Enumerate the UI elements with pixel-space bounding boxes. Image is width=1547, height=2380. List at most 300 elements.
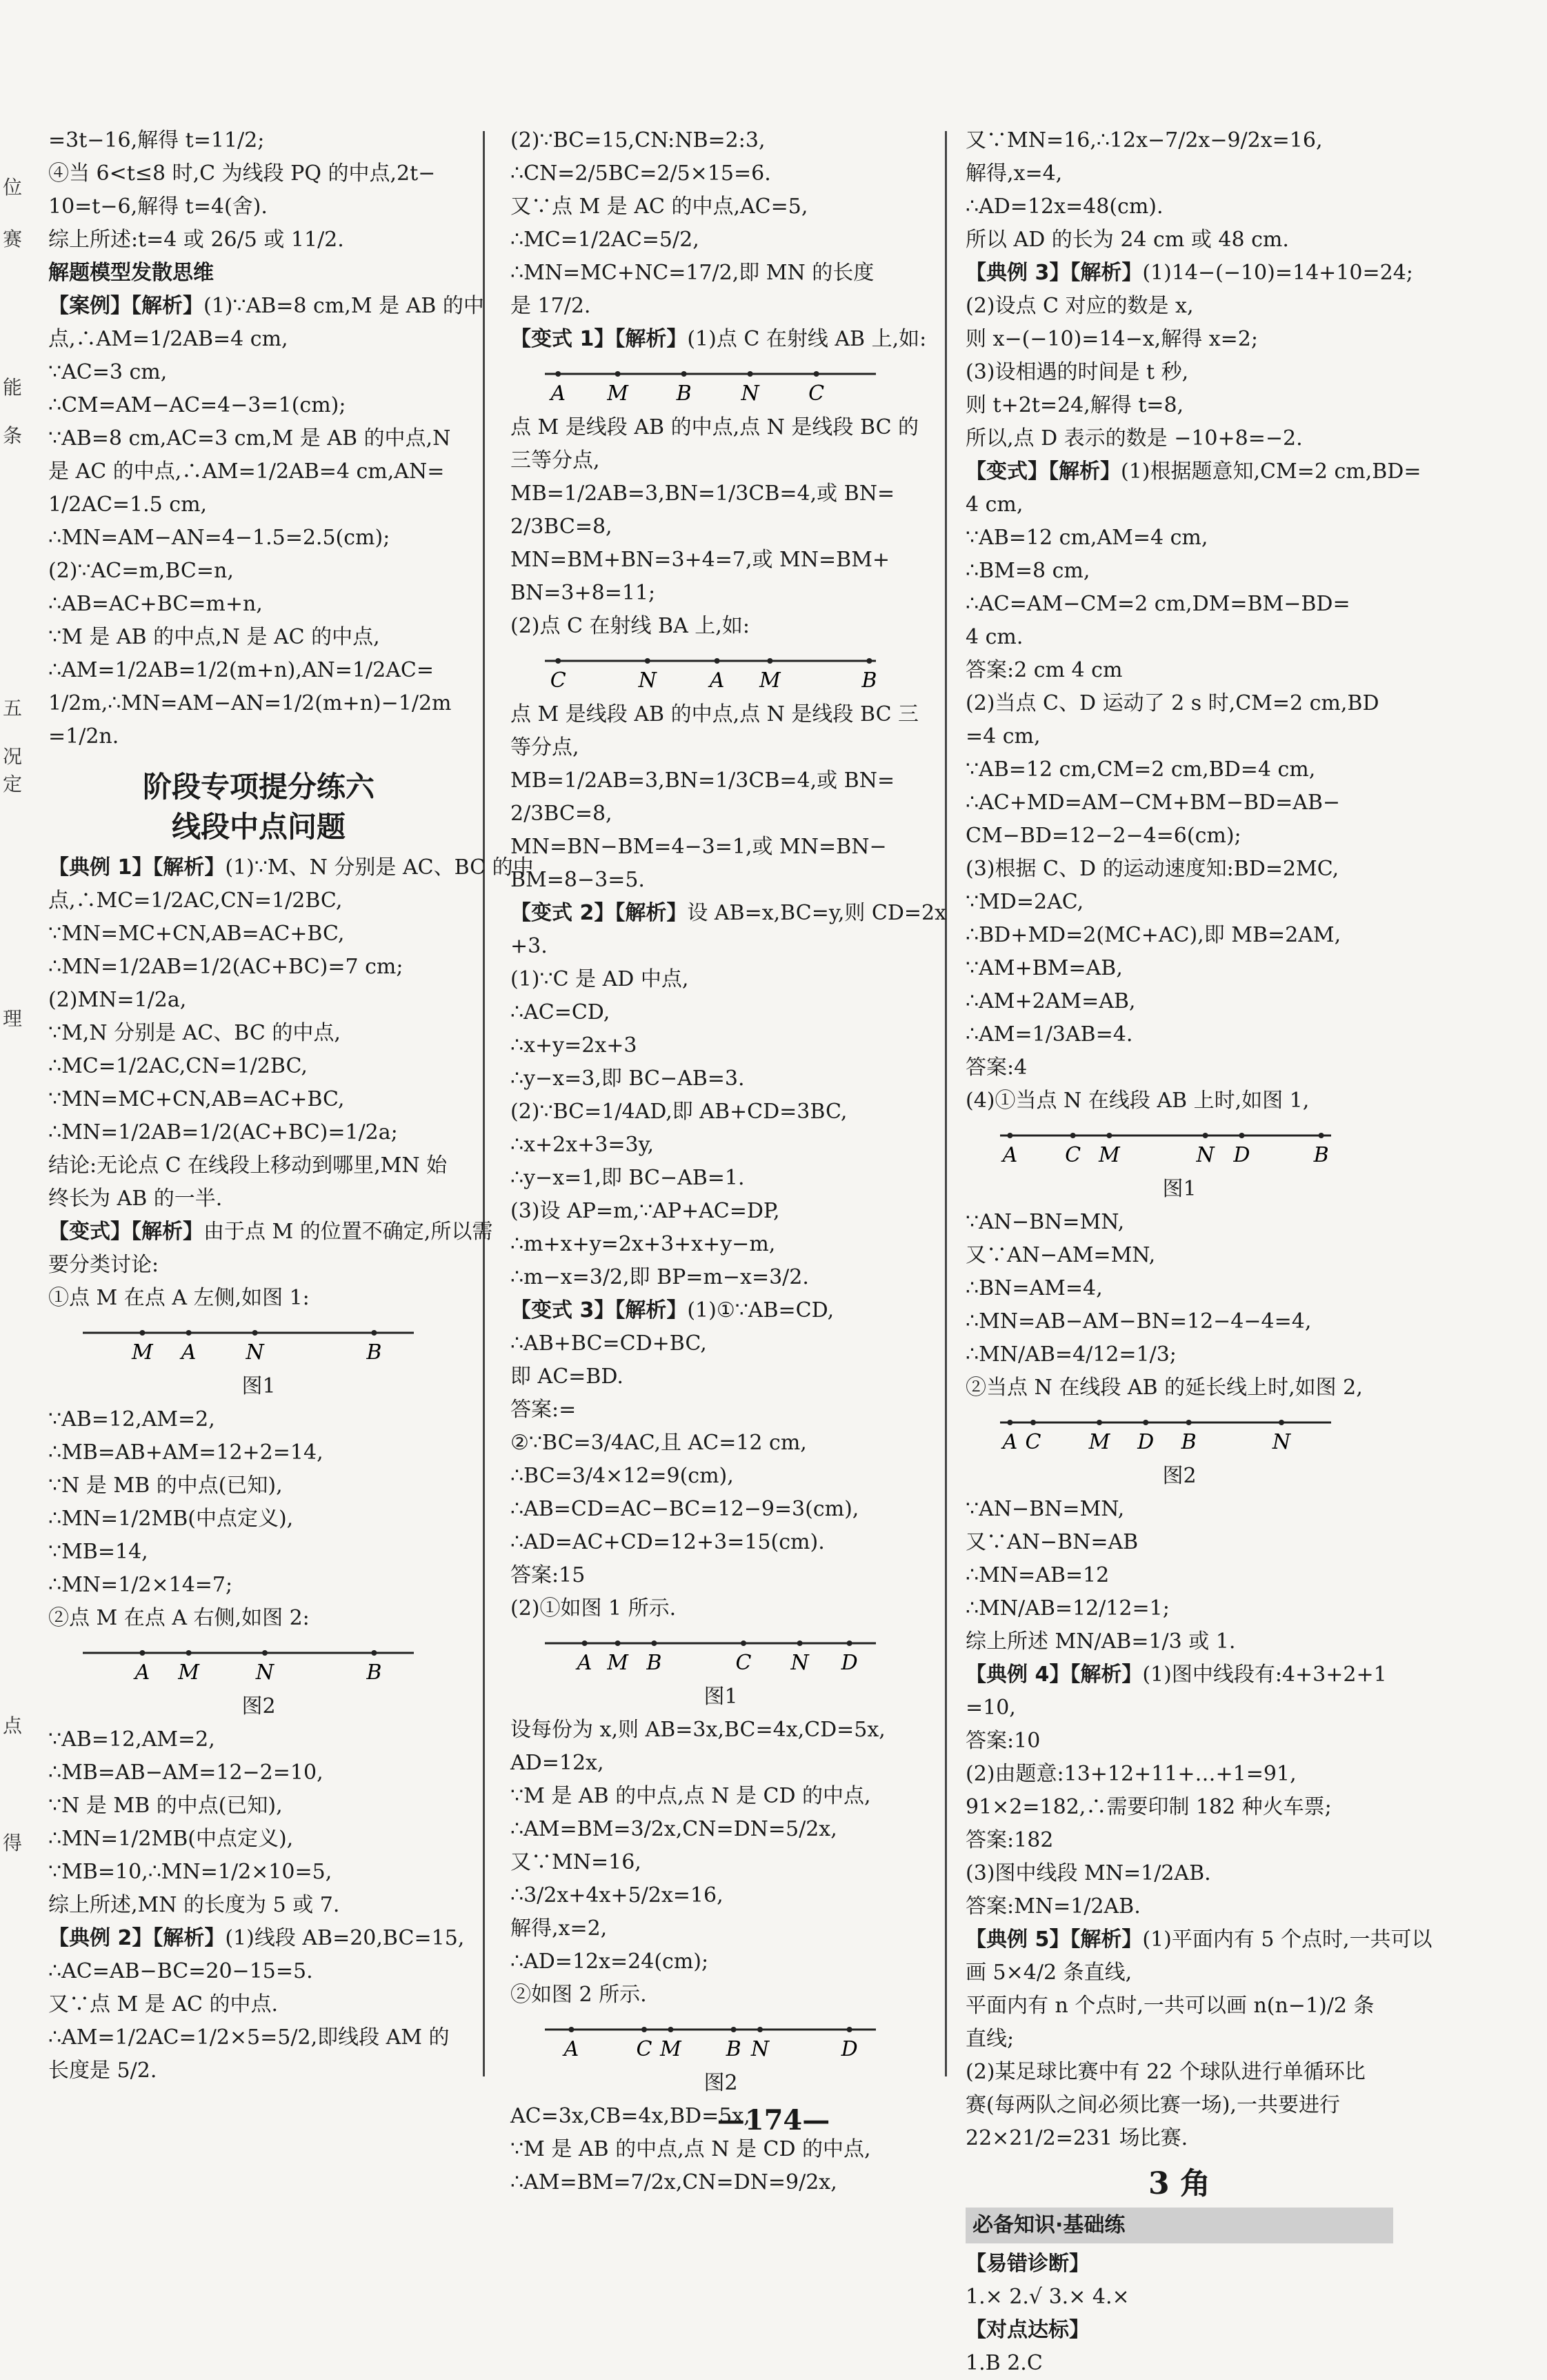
text-line: ∴CM=AM−AC=4−3=1(cm); bbox=[48, 393, 346, 417]
segment-point bbox=[555, 658, 561, 664]
segment-point bbox=[847, 1640, 852, 1646]
text-line: 画 5×4/2 条直线, bbox=[966, 1961, 1132, 1985]
text-line: 2/3BC=8, bbox=[510, 802, 612, 826]
text-line: ∴BM=8 cm, bbox=[966, 559, 1090, 583]
margin-char: 点 bbox=[3, 1714, 23, 1737]
segment-figure bbox=[993, 1123, 1393, 1171]
segment-point bbox=[741, 1640, 746, 1646]
text-line: AD=12x, bbox=[510, 1751, 604, 1775]
point-label: D bbox=[1137, 1430, 1155, 1454]
point-label: N bbox=[741, 381, 759, 406]
text-line: (2)由题意:13+12+11+…+1=91, bbox=[966, 1762, 1297, 1786]
line: 设 AB=x,BC=y,则 CD=2x bbox=[687, 901, 947, 925]
text-line: =10, bbox=[966, 1696, 1016, 1720]
text-line: (3)图中线段 MN=1/2AB. bbox=[966, 1861, 1211, 1885]
text-line: MB=1/2AB=3,BN=1/3CB=4,或 BN= bbox=[510, 768, 895, 793]
block bbox=[510, 1714, 931, 2012]
error-diagnosis-label: 【易错诊断】 bbox=[966, 2252, 1090, 2276]
text-line: 三等分点, bbox=[510, 448, 600, 473]
text-line: ∵AM+BM=AB, bbox=[966, 956, 1123, 980]
text-line: ∴AM=BM=3/2x,CN=DN=5/2x, bbox=[510, 1817, 837, 1841]
block bbox=[510, 411, 931, 643]
column-2 bbox=[510, 124, 947, 2199]
text-line: ∴MN=1/2MB(中点定义), bbox=[48, 1507, 294, 1531]
segment-point bbox=[767, 658, 772, 664]
text-line: ∵M 是 AB 的中点,点 N 是 CD 的中点, bbox=[510, 1784, 871, 1808]
segment-point bbox=[757, 2027, 763, 2032]
point-label: A bbox=[550, 381, 566, 406]
text-line: 答案:15 bbox=[510, 1563, 586, 1587]
text-line: 1/2m,∴MN=AM−AN=1/2(m+n)−1/2m bbox=[48, 691, 452, 715]
segment-point bbox=[582, 1640, 588, 1646]
text-line: ∴m+x+y=2x+3+x+y−m, bbox=[510, 1232, 776, 1256]
text-line: 综上所述,MN 的长度为 5 或 7. bbox=[48, 1893, 340, 1917]
segment-point bbox=[731, 2027, 737, 2032]
text-line: (3)设 AP=m,∵AP+AC=DP, bbox=[510, 1199, 780, 1223]
segment-point bbox=[1007, 1420, 1012, 1425]
text-line: ∴AB=AC+BC=m+n, bbox=[48, 592, 263, 616]
text-line: ∵MB=10,∴MN=1/2×10=5, bbox=[48, 1860, 332, 1884]
text-line: ∴AM=1/2AC=1/2×5=5/2,即线段 AM 的 bbox=[48, 2025, 450, 2050]
text-line: 所以,点 D 表示的数是 −10+8=−2. bbox=[966, 426, 1303, 450]
segment-point bbox=[1106, 1133, 1112, 1138]
segment-point bbox=[814, 371, 819, 377]
point-label: A bbox=[1002, 1143, 1018, 1167]
text-line: ∴AM=1/3AB=4. bbox=[966, 1022, 1133, 1047]
point-label: A bbox=[563, 2037, 579, 2061]
text-line: ①点 M 在点 A 左侧,如图 1: bbox=[48, 1286, 310, 1310]
text-line: ∵AN−BN=MN, bbox=[966, 1210, 1125, 1234]
point-label: N bbox=[246, 1340, 264, 1365]
margin-char: 位 bbox=[3, 176, 23, 199]
target-practice-answers: 1.B 2.C bbox=[966, 2351, 1043, 2375]
segment-point bbox=[797, 1640, 803, 1646]
text-line: 是 AC 的中点,∴AM=1/2AB=4 cm,AN= bbox=[48, 459, 445, 484]
segment-point bbox=[668, 2027, 673, 2032]
text-line: 答案:2 cm 4 cm bbox=[966, 658, 1123, 682]
text-line: MN=BN−BM=4−3=1,或 MN=BN− bbox=[510, 835, 887, 859]
text-line: 答案:= bbox=[510, 1398, 577, 1422]
text-line: (2)当点 C、D 运动了 2 s 时,CM=2 cm,BD bbox=[966, 691, 1379, 715]
text-line: ∴MN=1/2MB(中点定义), bbox=[48, 1827, 294, 1851]
variant-label: 【变式 3】【解析】 bbox=[510, 1298, 688, 1322]
text-line: 结论:无论点 C 在线段上移动到哪里,MN 始 bbox=[48, 1153, 448, 1178]
text-line: ∵AB=8 cm,AC=3 cm,M 是 AB 的中点,N bbox=[48, 426, 451, 450]
text-line: ∵M 是 AB 的中点,N 是 AC 的中点, bbox=[48, 625, 380, 649]
text-line: ∴AD=12x=24(cm); bbox=[510, 1950, 709, 1974]
text-line: ∴MN=1/2AB=1/2(AC+BC)=7 cm; bbox=[48, 955, 403, 979]
block bbox=[966, 1692, 1393, 1923]
text-line: 则 t+2t=24,解得 t=8, bbox=[966, 393, 1184, 417]
segment-diagram bbox=[538, 361, 883, 410]
text-line: ∵AC=3 cm, bbox=[48, 360, 168, 384]
segment-figure bbox=[538, 1631, 931, 1679]
block bbox=[48, 323, 469, 753]
segment-point bbox=[847, 2027, 852, 2032]
text-line: ∴x+2x+3=3y, bbox=[510, 1133, 655, 1157]
figure-caption: 图2 bbox=[1162, 1464, 1197, 1488]
text-line: ∴AB+BC=CD+BC, bbox=[510, 1331, 707, 1356]
segment-point bbox=[1239, 1133, 1244, 1138]
text-line: CM−BD=12−2−4=6(cm); bbox=[966, 824, 1241, 848]
point-label: M bbox=[1088, 1430, 1110, 1454]
section-title bbox=[48, 767, 469, 847]
segment-point bbox=[748, 371, 753, 377]
margin-char: 条 bbox=[3, 424, 23, 447]
text-line: BM=8−3=5. bbox=[510, 868, 645, 892]
segment-point bbox=[1203, 1133, 1208, 1138]
figure-caption: 图1 bbox=[241, 1374, 276, 1398]
text-line: (2)∵BC=1/4AD,即 AB+CD=3BC, bbox=[510, 1100, 848, 1124]
segment-point bbox=[371, 1330, 377, 1336]
text-line: ∴MN=AB−AM−BN=12−4−4=4, bbox=[966, 1309, 1312, 1333]
text-line: ∵N 是 MB 的中点(已知), bbox=[48, 1474, 283, 1498]
point-label: N bbox=[1196, 1143, 1215, 1167]
text-line: ②∵BC=3/4AC,且 AC=12 cm, bbox=[510, 1431, 807, 1455]
text-line: =3t−16,解得 t=11/2; bbox=[48, 128, 265, 152]
text-line: 1/2AC=1.5 cm, bbox=[48, 493, 208, 517]
point-label: A bbox=[577, 1651, 592, 1675]
text-line: 综上所述:t=4 或 26/5 或 11/2. bbox=[48, 228, 344, 252]
text-line: 又∵MN=16,∴12x−7/2x−9/2x=16, bbox=[966, 128, 1323, 152]
line: (1)14−(−10)=14+10=24; bbox=[1142, 261, 1413, 285]
example-label: 【典例 2】【解析】 bbox=[48, 1926, 226, 1950]
line: (1)根据题意知,CM=2 cm,BD= bbox=[1121, 459, 1421, 484]
segment-point bbox=[1070, 1133, 1076, 1138]
point-label: B bbox=[646, 1651, 662, 1675]
segment-point bbox=[1319, 1133, 1324, 1138]
block bbox=[48, 884, 469, 1216]
text-line: (2)设点 C 对应的数是 x, bbox=[966, 294, 1194, 318]
segment-figure bbox=[76, 1640, 469, 1689]
text-line: ∴MC=1/2AC=5/2, bbox=[510, 228, 699, 252]
text-line: 解得,x=2, bbox=[510, 1916, 608, 1941]
text-line: 4 cm. bbox=[966, 625, 1024, 649]
text-line: 答案:182 bbox=[966, 1828, 1054, 1852]
line: (1)∵M、N 分别是 AC、BC 的中 bbox=[225, 855, 534, 880]
text-line: ∵MB=14, bbox=[48, 1540, 148, 1564]
margin-char: 五 bbox=[3, 697, 23, 720]
text-line: 10=t−6,解得 t=4(舍). bbox=[48, 195, 268, 219]
text-line: AC=3x,CB=4x,BD=5x, bbox=[510, 2104, 750, 2128]
text-line: 则 x−(−10)=14−x,解得 x=2; bbox=[966, 327, 1258, 351]
text-line: 直线; bbox=[966, 2027, 1015, 2051]
text-line: (2)点 C 在射线 BA 上,如: bbox=[510, 614, 750, 638]
text-line: ∴BN=AM=4, bbox=[966, 1276, 1103, 1300]
text-line: 平面内有 n 个点时,一共可以画 n(n−1)/2 条 bbox=[966, 1994, 1375, 2018]
block bbox=[966, 1493, 1393, 1658]
figure-caption: 图2 bbox=[241, 1694, 276, 1718]
point-label: B bbox=[1313, 1143, 1329, 1167]
point-label: B bbox=[726, 2037, 741, 2061]
margin-char: 赛 bbox=[3, 228, 23, 250]
point-label: N bbox=[790, 1651, 809, 1675]
segment-diagram bbox=[538, 2017, 883, 2065]
text-line: ∴AC+MD=AM−CM+BM−BD=AB− bbox=[966, 791, 1341, 815]
text-line: 要分类讨论: bbox=[48, 1253, 159, 1277]
point-label: C bbox=[636, 2037, 652, 2061]
text-line: ∴MN=1/2×14=7; bbox=[48, 1573, 233, 1597]
text-line: 又∵点 M 是 AC 的中点,AC=5, bbox=[510, 195, 808, 219]
text-line: ∴AM=1/2AB=1/2(m+n),AN=1/2AC= bbox=[48, 658, 434, 682]
text-line: 22×21/2=231 场比赛. bbox=[966, 2126, 1188, 2150]
segment-point bbox=[681, 371, 687, 377]
text-line: ∴AC=AB−BC=20−15=5. bbox=[48, 1959, 313, 1983]
text-line: ②如图 2 所示. bbox=[510, 1983, 647, 2007]
segment-point bbox=[555, 371, 561, 377]
section-title-line-1: 阶段专项提分练六 bbox=[142, 770, 375, 804]
text-line: (2)MN=1/2a, bbox=[48, 988, 187, 1012]
margin-char: 定 bbox=[3, 773, 23, 795]
margin-char: 况 bbox=[3, 745, 23, 768]
text-line: ∴BC=3/4×12=9(cm), bbox=[510, 1464, 734, 1488]
example-label: 【典例 4】【解析】 bbox=[966, 1663, 1143, 1687]
variant-label: 【变式 1】【解析】 bbox=[510, 327, 688, 351]
segment-figure bbox=[538, 648, 931, 697]
text-line: MN=BM+BN=3+4=7,或 MN=BM+ bbox=[510, 548, 890, 572]
text-line: +3. bbox=[510, 934, 548, 958]
text-line: 设每份为 x,则 AB=3x,BC=4x,CD=5x, bbox=[510, 1718, 886, 1742]
margin-char: 能 bbox=[3, 376, 23, 399]
target-practice-label: 【对点达标】 bbox=[966, 2318, 1090, 2342]
chapter-heading: 3 角 bbox=[1148, 2166, 1210, 2201]
text-line: ∴MN=MC+NC=17/2,即 MN 的长度 bbox=[510, 261, 875, 285]
point-label: M bbox=[1099, 1143, 1120, 1167]
block bbox=[510, 124, 931, 323]
segment-point bbox=[139, 1330, 145, 1336]
text-line: ∴MN/AB=12/12=1; bbox=[966, 1596, 1170, 1620]
segment-point bbox=[615, 1640, 621, 1646]
error-diagnosis-answers: 1.× 2.√ 3.× 4.× bbox=[966, 2285, 1130, 2309]
text-line: 91×2=182,∴需要印制 182 种火车票; bbox=[966, 1795, 1332, 1819]
segment-point bbox=[645, 658, 650, 664]
text-line: 答案:MN=1/2AB. bbox=[966, 1894, 1141, 1918]
text-line: 综上所述 MN/AB=1/3 或 1. bbox=[966, 1629, 1236, 1654]
text-line: 即 AC=BD. bbox=[510, 1365, 623, 1389]
point-label: N bbox=[638, 668, 657, 693]
segment-figure bbox=[993, 1410, 1393, 1458]
point-label: B bbox=[861, 668, 877, 693]
segment-point bbox=[715, 658, 720, 664]
text-line: (1)∵C 是 AD 中点, bbox=[510, 967, 689, 991]
segment-point bbox=[252, 1330, 258, 1336]
line: (1)∵AB=8 cm,M 是 AB 的中 bbox=[203, 294, 484, 318]
text-line: (2)某足球比赛中有 22 个球队进行单循环比 bbox=[966, 2060, 1366, 2084]
text-line: BN=3+8=11; bbox=[510, 581, 656, 605]
text-line: ∴MN=1/2AB=1/2(AC+BC)=1/2a; bbox=[48, 1120, 398, 1144]
point-label: N bbox=[1272, 1430, 1291, 1454]
line: (1)①∵AB=CD, bbox=[687, 1298, 835, 1322]
text-line: 点 M 是线段 AB 的中点,点 N 是线段 BC 的 bbox=[510, 415, 919, 439]
point-label: A bbox=[1002, 1430, 1018, 1454]
text-line: ∵M,N 分别是 AC、BC 的中点, bbox=[48, 1021, 341, 1045]
segment-point bbox=[371, 1650, 377, 1656]
block bbox=[48, 1723, 469, 1922]
text-line: 4 cm, bbox=[966, 493, 1024, 517]
segment-point bbox=[1030, 1420, 1036, 1425]
text-line: ∵AB=12,AM=2, bbox=[48, 1407, 215, 1431]
figure-caption: 图1 bbox=[1162, 1177, 1197, 1201]
text-line: ∴m−x=3/2,即 BP=m−x=3/2. bbox=[510, 1265, 809, 1289]
figure-caption: 图2 bbox=[703, 2071, 738, 2095]
point-label: M bbox=[132, 1340, 153, 1365]
text-line: (2)①如图 1 所示. bbox=[510, 1596, 677, 1620]
point-label: B bbox=[366, 1660, 382, 1685]
margin-char: 理 bbox=[3, 1007, 23, 1030]
margin-char: 得 bbox=[3, 1832, 23, 1854]
text-line: ∵M 是 AB 的中点,点 N 是 CD 的中点, bbox=[510, 2137, 871, 2161]
text-line: ∴AD=AC+CD=12+3=15(cm). bbox=[510, 1530, 825, 1554]
section-banner: 必备知识·基础练 bbox=[966, 2208, 1393, 2243]
column-rule-2 bbox=[945, 131, 947, 2076]
text-line: ∴AM=BM=7/2x,CN=DN=9/2x, bbox=[510, 2170, 837, 2194]
text-line: ∵MN=MC+CN,AB=AC+BC, bbox=[48, 1087, 345, 1111]
column-3 bbox=[966, 124, 1433, 2380]
text-line: ∵N 是 MB 的中点(已知), bbox=[48, 1794, 283, 1818]
point-label: D bbox=[841, 1651, 858, 1675]
segment-point bbox=[1143, 1420, 1148, 1425]
text-line: 终长为 AB 的一半. bbox=[48, 1187, 223, 1211]
model-heading: 解题模型发散思维 bbox=[48, 261, 214, 285]
column-1 bbox=[48, 124, 534, 2088]
point-label: B bbox=[366, 1340, 382, 1365]
segment-point bbox=[1097, 1420, 1102, 1425]
point-label: M bbox=[178, 1660, 199, 1685]
text-line: ∵MN=MC+CN,AB=AC+BC, bbox=[48, 922, 345, 946]
point-label: C bbox=[1025, 1430, 1041, 1454]
line: 由于点 M 的位置不确定,所以需 bbox=[203, 1220, 493, 1244]
text-line: ∴AC=CD, bbox=[510, 1000, 610, 1024]
text-line: 2/3BC=8, bbox=[510, 515, 612, 539]
point-label: N bbox=[255, 1660, 275, 1685]
block bbox=[48, 1403, 469, 1635]
segment-figure bbox=[538, 361, 931, 410]
left-margin-fragments bbox=[0, 0, 28, 2275]
segment-figure bbox=[76, 1320, 469, 1369]
text-line: 等分点, bbox=[510, 735, 579, 760]
text-line: 又∵MN=16, bbox=[510, 1850, 641, 1874]
point-label: C bbox=[550, 668, 566, 693]
variant-label: 【变式 2】【解析】 bbox=[510, 901, 688, 925]
text-line: 所以 AD 的长为 24 cm 或 48 cm. bbox=[966, 228, 1289, 252]
segment-diagram bbox=[538, 648, 883, 697]
text-line: ∴MN=AM−AN=4−1.5=2.5(cm); bbox=[48, 526, 390, 550]
block bbox=[966, 290, 1393, 455]
case-label: 【案例】【解析】 bbox=[48, 294, 203, 318]
point-label: C bbox=[1065, 1143, 1081, 1167]
text-line: 又∵点 M 是 AC 的中点. bbox=[48, 1992, 279, 2016]
point-label: M bbox=[607, 1651, 628, 1675]
block bbox=[48, 124, 469, 257]
point-label: B bbox=[676, 381, 692, 406]
point-label: N bbox=[750, 2037, 770, 2061]
text-line: (3)根据 C、D 的运动速度知:BD=2MC, bbox=[966, 857, 1339, 881]
point-label: C bbox=[735, 1651, 752, 1675]
text-line: ∵AB=12 cm,CM=2 cm,BD=4 cm, bbox=[966, 757, 1316, 782]
text-line: 又∵AN−BN=AB bbox=[966, 1530, 1139, 1554]
text-line: ④当 6<t≤8 时,C 为线段 PQ 的中点,2t− bbox=[48, 161, 436, 186]
block bbox=[966, 124, 1393, 257]
text-line: 又∵AN−AM=MN, bbox=[966, 1243, 1156, 1267]
column-rule-1 bbox=[483, 131, 485, 2076]
line: (1)线段 AB=20,BC=15, bbox=[225, 1926, 465, 1950]
figure-caption: 图1 bbox=[703, 1685, 738, 1709]
segment-point bbox=[1279, 1420, 1284, 1425]
text-line: ∴MB=AB−AM=12−2=10, bbox=[48, 1761, 323, 1785]
segment-point bbox=[866, 658, 872, 664]
text-line: 是 17/2. bbox=[510, 294, 591, 318]
line: (1)平面内有 5 个点时,一共可以 bbox=[1142, 1927, 1433, 1952]
point-label: D bbox=[1233, 1143, 1250, 1167]
text-line: ∴y−x=1,即 BC−AB=1. bbox=[510, 1166, 745, 1190]
text-line: (3)设相遇的时间是 t 秒, bbox=[966, 360, 1189, 384]
segment-diagram bbox=[993, 1410, 1338, 1458]
segment-point bbox=[186, 1650, 192, 1656]
block bbox=[48, 1955, 469, 2088]
point-label: A bbox=[134, 1660, 150, 1685]
text-line: 点 M 是线段 AB 的中点,点 N 是线段 BC 三 bbox=[510, 702, 919, 726]
example-label: 【典例 3】【解析】 bbox=[966, 261, 1143, 285]
segment-diagram bbox=[993, 1123, 1338, 1171]
segment-point bbox=[641, 2027, 647, 2032]
text-line: ∵AN−BN=MN, bbox=[966, 1497, 1125, 1521]
example-label: 【典例 1】【解析】 bbox=[48, 855, 226, 880]
point-label: C bbox=[808, 381, 825, 406]
text-line: MB=1/2AB=3,BN=1/3CB=4,或 BN= bbox=[510, 482, 895, 506]
example-label: 【典例 5】【解析】 bbox=[966, 1927, 1143, 1952]
block bbox=[510, 930, 931, 1294]
text-line: (2)∵BC=15,CN:NB=2:3, bbox=[510, 128, 766, 152]
block bbox=[510, 1327, 931, 1625]
line: (1)点 C 在射线 AB 上,如: bbox=[687, 327, 927, 351]
text-line: =1/2n. bbox=[48, 724, 119, 748]
block bbox=[510, 698, 931, 897]
segment-point bbox=[262, 1650, 268, 1656]
segment-point bbox=[186, 1330, 192, 1336]
text-line: =4 cm, bbox=[966, 724, 1041, 748]
block bbox=[48, 1249, 469, 1315]
text-line: ∴MN=AB=12 bbox=[966, 1563, 1110, 1587]
text-line: ∴MN/AB=4/12=1/3; bbox=[966, 1342, 1177, 1367]
text-line: ∵AB=12 cm,AM=4 cm, bbox=[966, 526, 1208, 550]
point-label: M bbox=[759, 668, 781, 693]
text-line: ∴y−x=3,即 BC−AB=3. bbox=[510, 1067, 745, 1091]
text-line: ∴MB=AB+AM=12+2=14, bbox=[48, 1440, 323, 1465]
text-line: 长度是 5/2. bbox=[48, 2059, 157, 2083]
page-number: —174— bbox=[717, 2104, 830, 2136]
block bbox=[966, 1206, 1393, 1405]
segment-point bbox=[568, 2027, 574, 2032]
point-label: A bbox=[181, 1340, 197, 1365]
line: (1)图中线段有:4+3+2+1 bbox=[1142, 1663, 1387, 1687]
segment-diagram bbox=[76, 1320, 421, 1369]
text-line: ∴AB=CD=AC−BC=12−9=3(cm), bbox=[510, 1497, 859, 1521]
text-line: (2)∵AC=m,BC=n, bbox=[48, 559, 234, 583]
section-title-line-2: 线段中点问题 bbox=[171, 810, 346, 844]
block bbox=[966, 488, 1393, 1118]
text-line: ∵AB=12,AM=2, bbox=[48, 1727, 215, 1752]
point-label: M bbox=[660, 2037, 681, 2061]
segment-point bbox=[651, 1640, 657, 1646]
text-line: 解得,x=4, bbox=[966, 161, 1063, 186]
segment-diagram bbox=[76, 1640, 421, 1689]
variant-label: 【变式】【解析】 bbox=[966, 459, 1121, 484]
text-line: ∴CN=2/5BC=2/5×15=6. bbox=[510, 161, 771, 186]
segment-point bbox=[1007, 1133, 1012, 1138]
text-line: ∴3/2x+4x+5/2x=16, bbox=[510, 1883, 723, 1907]
segment-point bbox=[139, 1650, 145, 1656]
text-line: 答案:10 bbox=[966, 1729, 1041, 1753]
